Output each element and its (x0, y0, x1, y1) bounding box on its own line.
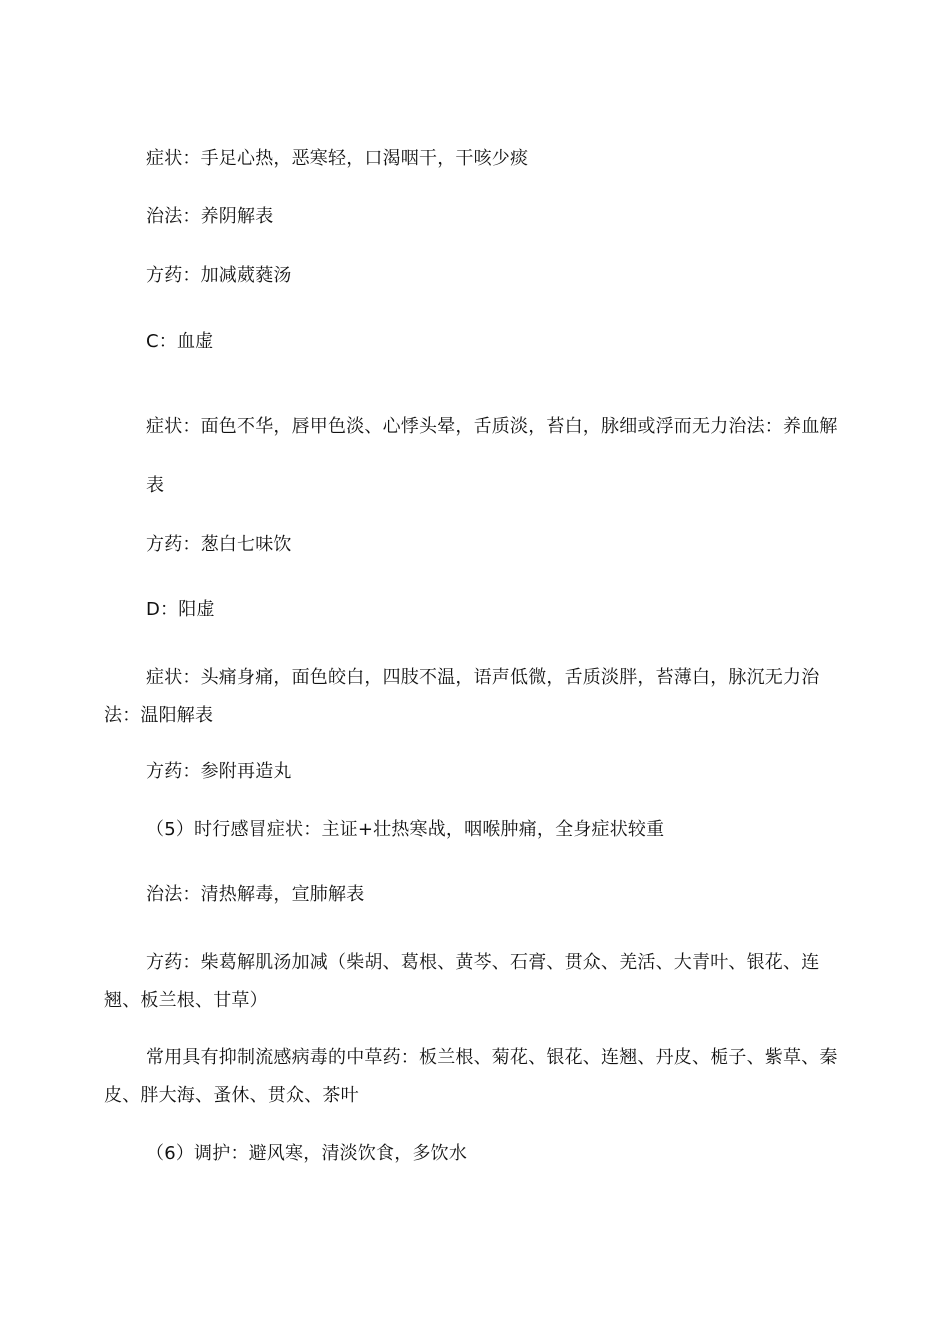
paragraph-symptom-yin-deficiency: 症状：手足心热，恶寒轻，口渴咽干，干咳少痰 (146, 148, 529, 169)
paragraph-prescription-yin: 方药：加减葳蕤汤 (146, 265, 292, 286)
heading-blood-deficiency: C：血虚 (146, 331, 214, 352)
paragraph-prescription-yang: 方药：参附再造丸 (146, 761, 292, 782)
paragraph-symptom-blood-deficiency-cont: 表 (146, 475, 165, 496)
paragraph-treatment-epidemic: 治法：清热解毒，宣肺解表 (146, 884, 365, 905)
paragraph-prescription-epidemic: 方药：柴葛解肌汤加减（柴胡、葛根、黄芩、石膏、贯众、羌活、大青叶、银花、连翘、板兰根、甘草） (104, 952, 820, 1011)
paragraph-treatment-yin: 治法：养阴解表 (146, 206, 274, 227)
paragraph-antiviral-herbs: 常用具有抑制流感病毒的中草药：板兰根、菊花、银花、连翘、丹皮、栀子、紫草、秦皮、胖大海、蚤休、贯众、茶叶 (104, 1047, 838, 1106)
paragraph-symptom-blood-deficiency: 症状：面色不华，唇甲色淡、心悸头晕，舌质淡，苔白，脉细或浮而无力治法：养血解 (146, 416, 838, 437)
paragraph-prescription-blood: 方药：葱白七味饮 (146, 534, 292, 555)
paragraph-epidemic-cold-symptoms: （5）时行感冒症状：主证+壮热寒战，咽喉肿痛，全身症状较重 (146, 819, 665, 840)
heading-yang-deficiency: D：阳虚 (146, 599, 215, 620)
paragraph-symptom-yang-deficiency: 症状：头痛身痛，面色皎白，四肢不温，语声低微，舌质淡胖，苔薄白，脉沉无力治法：温阳解表 (104, 667, 820, 726)
paragraph-care: （6）调护：避风寒，清淡饮食，多饮水 (146, 1143, 468, 1164)
